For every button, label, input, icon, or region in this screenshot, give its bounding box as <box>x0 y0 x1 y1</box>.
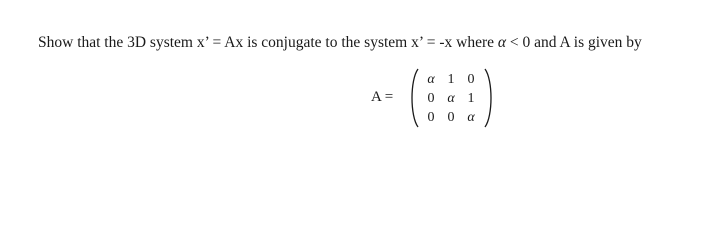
matrix-cell: 0 <box>467 72 475 87</box>
matrix-cell: 0 <box>427 110 435 125</box>
statement-text-before: Show that the 3D system x’ = Ax is conjugate to the system x’ = -x where <box>38 34 495 51</box>
matrix-cell: α <box>467 110 475 125</box>
matrix-cell: α <box>427 72 435 87</box>
matrix-cell: α <box>447 91 455 106</box>
matrix-cell: 0 <box>427 91 435 106</box>
matrix-A <box>421 70 483 127</box>
left-parenthesis <box>407 68 421 128</box>
matrix-cell: 0 <box>447 110 455 125</box>
problem-statement <box>38 34 642 52</box>
statement-text-after: < 0 and A is given by <box>509 34 642 51</box>
alpha-symbol: α <box>497 34 507 51</box>
equation-lhs: A = <box>371 89 394 105</box>
matrix-cell: 1 <box>467 91 475 106</box>
matrix-cell: 1 <box>447 72 455 87</box>
right-parenthesis <box>482 68 496 128</box>
